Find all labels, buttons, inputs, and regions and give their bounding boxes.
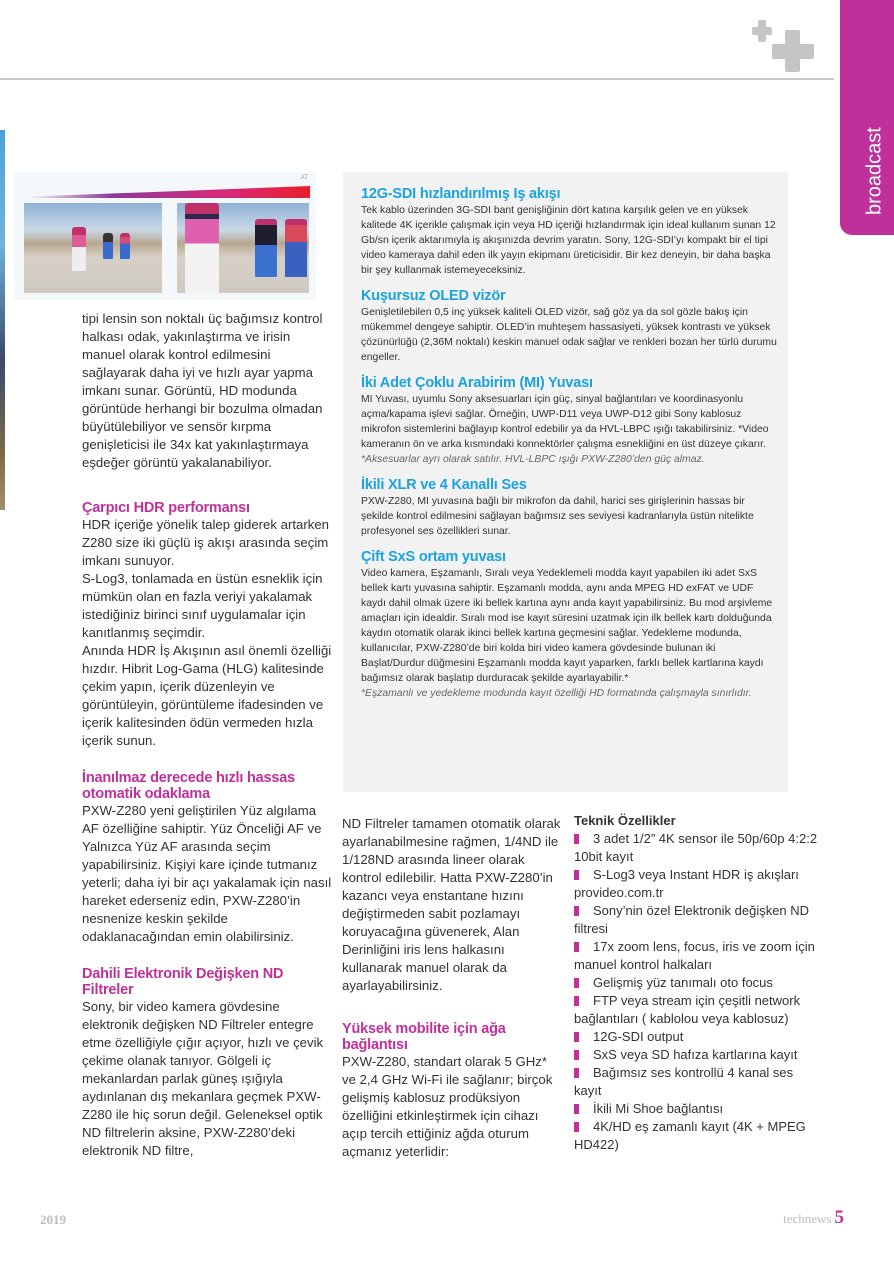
feature-body: Genişletilebilen 0,5 inç yüksek kaliteli OLED vizör, sağ göz ya da sol gözle bakış için mükemmel dengeye sahiptir. OLED’in muhteşem hassasiyeti, yüksek kontrastı ve yüksek çözünürlüğü (2,36M noktalı) keskin manuel odak sağlar ve renkleri bozan her türlü durumu engeller. (361, 307, 777, 363)
paragraph: PXW-Z280, standart olarak 5 GHz* ve 2,4 GHz Wi-Fi ile sağlanır; birçok gelişmiş kablosuz prodüksiyon özelliğini etkinleştirmek için cihazı açıp tercih ettiğiniz ağda oturum açmanız yeterlidir: (342, 1054, 553, 1159)
spec-text: Bağımsız ses kontrollü 4 kanal ses kayıt (574, 1065, 794, 1098)
feature-heading: İki Adet Çoklu Arabirim (MI) Yuvası (361, 375, 593, 391)
spec-item (574, 1046, 824, 1064)
spec-text: SxS veya SD hafıza kartlarına kayıt (593, 1047, 798, 1062)
section-tab-label: broadcast (863, 127, 886, 215)
middle-column (342, 815, 564, 1161)
square-bullet-icon (574, 870, 579, 880)
spec-item (574, 974, 824, 992)
feature-box (343, 172, 788, 792)
spec-text: 3 adet 1/2” 4K sensor ile 50p/60p 4:2:2 10bit kayıt (574, 831, 818, 864)
feature-heading: 12G-SDI hızlandırılmış Iş akışı (361, 186, 561, 202)
feature-note: *Eşzamanlı ve yedekleme modunda kayıt özelliği HD formatında çalışmayla sınırlıdır. (361, 688, 752, 699)
paragraph: HDR içeriğe yönelik talep giderek artarken Z280 size iki güçlü iş akışı arasında seçim imkanı sunuyor. (82, 517, 330, 568)
spec-item (574, 1100, 824, 1118)
spec-text: 4K/HD eş zamanlı kayıt (4K + MPEG HD422) (574, 1119, 806, 1152)
spec-text: 17x zoom lens, focus, iris ve zoom için manuel kontrol halkaları (574, 939, 815, 972)
paragraph: Sony, bir video kamera gövdesine elektronik değişken ND Filtreler entegre etme özelliğiyle çığır açıyor, hızlı ve çevik çekime olanak tanıyor. Gölgeli iç mekanlardan parlak güneş ışığıyla aydınlanan dış mekanlara geçmek PXW-Z280 ile hiç sorun değil. Geleneksel optik ND filtrelerin aksine, PXW-Z280’deki elektronik ND filtre, (82, 999, 324, 1158)
square-bullet-icon (574, 1104, 579, 1114)
feature-heading: Kuşursuz OLED vizör (361, 288, 506, 304)
photo-left (24, 203, 162, 293)
spec-item (574, 938, 824, 974)
spec-text: İkili Mi Shoe bağlantısı (593, 1101, 724, 1116)
square-bullet-icon (574, 906, 579, 916)
specs-title: Teknik Özellikler (574, 813, 676, 828)
gradient-bar (26, 186, 310, 198)
spec-text: Gelişmiş yüz tanımalı oto focus (593, 975, 773, 990)
adjacent-photo-edge (0, 130, 5, 510)
photo-corner-mark: AT (300, 175, 308, 181)
square-bullet-icon (574, 942, 579, 952)
feature-body: Video kamera, Eşzamanlı, Sıralı veya Yedeklemeli modda kayıt yapabilen iki adet SxS bellek kartı yuvasına sahiptir. Eşzamanlı modda, aynı anda MPEG HD exFAT ve UDF kaydı dahil olmak üzere iki bellek kartına aynı anda kayıt yapabilirsiniz. Bu mod arşivleme amaçları için idealdir. Sıralı mod ise kayıt süresini uzatmak için ilk bellek kartı dolduğunda kaydın otomatik olarak ikinci bellek kartına geçmesini sağlar. Yedekleme modunda, kullanıcılar, PXW-Z280’de biri kolda biri video kamera gövdesinde bulunan iki Başlat/Durdur düğmesini Eşzamanlı modda kayıt yaparken, farklı bellek kartlarına kaydı bağımsız olarak başlatıp durduracak şekilde ayarlayabilir.* (361, 568, 773, 684)
photo-strip (14, 172, 316, 300)
plus-icon (752, 20, 816, 72)
square-bullet-icon (574, 978, 579, 988)
square-bullet-icon (574, 1050, 579, 1060)
spec-text: S-Log3 veya Instant HDR iş akışları provideo.com.tr (574, 867, 799, 900)
square-bullet-icon (574, 834, 579, 844)
spec-item (574, 992, 824, 1028)
square-bullet-icon (574, 1122, 579, 1132)
section-heading: Yüksek mobilite için ağa bağlantısı (342, 1021, 506, 1053)
left-column (82, 310, 334, 1160)
spec-item (574, 902, 824, 938)
section-tab (840, 0, 894, 235)
feature-body: Tek kablo üzerinden 3G-SDI bant genişliğinin dört katına karşılık gelen ve en yüksek kalitede 4K içerikle çalışmak için veya HD içeriği hızlandırmak için ideal kullanım sunan 12 Gb/sn içerik aktarımıyla iş akışınızda devrim yaratın. Sony, 12G-SDI’yı kompakt bir el tipi video kameraya dahil eden ilk yayın ekipmanı üreticisidir. Bir kez deneyin, bir daha başka bir şey kullanmak istemeyeceksiniz. (361, 205, 776, 276)
page-number: 5 (834, 1207, 844, 1228)
paragraph: ND Filtreler tamamen otomatik olarak ayarlanabilmesine rağmen, 1/4ND ile 1/128ND arasında lineer olarak kontrol edilebilir. Hatta PXW-Z280’in kazancı veya enstantane hızını değiştirmeden sabit pozlamayı koruyacağına güvenerek, Alan Derinliğini iris lens halkasını kullanarak manuel olarak da ayarlayabilirsiniz. (342, 816, 561, 993)
paragraph: PXW-Z280 yeni geliştirilen Yüz algılama AF özelliğine sahiptir. Yüz Önceliği AF ve Yalnızca Yüz AF arasında seçim yapabilirsiniz. Kişiyi kare içinde tutmanız yeterli; daha iyi bir açı yakalamak için nasıl hareket ederseniz edin, PXW-Z280’in nesnenize keskin şekilde odaklanacağından emin olabilirsiniz. (82, 803, 332, 944)
feature-note: *Aksesuarlar ayrı olarak satılır. HVL-LBPC ışığı PXW-Z280’den güç almaz. (361, 454, 705, 465)
paragraph: S-Log3, tonlamada en üstün esneklik için mümkün olan en fazla veriyi yakalamak istediğiniz birinci sınıf uygulamalar için kanıtlanmış seçimdir. (82, 571, 323, 640)
specs-list (574, 812, 824, 1154)
magazine-name: technews (783, 1211, 832, 1226)
paragraph: Anında HDR İş Akışının asıl önemli özelliği hızdır. Hibrit Log-Gama (HLG) kalitesinde çekim yapın, içerik düzenleyin ve görüntüleyin, görüntüleme ifadesinden ve içerik kalitesinden ödün vermeden hızla içerik sunun. (82, 643, 332, 748)
section-heading: Çarpıcı HDR performansı (82, 500, 250, 516)
spec-item (574, 1028, 824, 1046)
square-bullet-icon (574, 1068, 579, 1078)
spec-item (574, 1118, 824, 1154)
intro-paragraph: tipi lensin son noktalı üç bağımsız kontrol halkası odak, yakınlaştırma ve irisin manuel olarak kontrol edilmesini sağlayarak daha iyi ve hızlı ayar yapma imkanı sunar. Görüntü, HD modunda görüntüde herhangi bir bozulma olmadan büyütülebiliyor ve sensör kırpma genişleticisi ile 34x kat yakınlaştırmaya eşdeğer görüntü yakalanabiliyor. (82, 311, 323, 470)
feature-heading: İkili XLR ve 4 Kanallı Ses (361, 477, 527, 493)
spec-item (574, 866, 824, 902)
section-heading: İnanılmaz derecede hızlı hassas otomatik odaklama (82, 770, 296, 802)
footer-year: 2019 (40, 1212, 66, 1227)
feature-heading: Çift SxS ortam yuvası (361, 549, 506, 565)
feature-body: PXW-Z280, MI yuvasına bağlı bir mikrofon da dahil, harici ses girişlerinin hassas bir şekilde kontrol edilmesini sağlayan bağımsız ses seviyesi kadranlarıyla üstün nitelikte profesyonel ses özellikleri sunar. (361, 496, 754, 537)
spec-text: FTP veya stream için çeşitli network bağlantıları ( kablolou veya kablosuz) (574, 993, 801, 1026)
photo-right (177, 203, 309, 293)
feature-body: MI Yuvası, uyumlu Sony aksesuarları için güç, sinyal bağlantıları ve koordinasyonlu açma/kapama işlevi sağlar. Örneğin, UWP-D11 veya UWP-D12 gibi Sony kablosuz mikrofon sistemlerini bağlayıp kontrol edebilir ya da HVL-LBPC ışığı takabilirsiniz. *Video kameranın ön ve arka kısmındaki konnektörler çalışma esnekliğini en üst düzeye çıkarır. (361, 394, 769, 450)
section-heading: Dahili Elektronik Değişken ND Filtreler (82, 966, 284, 998)
spec-text: Sony’nin özel Elektronik değişken ND filtresi (574, 903, 810, 936)
spec-item (574, 1064, 824, 1100)
footer-folio (783, 1207, 844, 1229)
spec-item (574, 830, 824, 866)
square-bullet-icon (574, 1032, 579, 1042)
spec-text: 12G-SDI output (593, 1029, 684, 1044)
square-bullet-icon (574, 996, 579, 1006)
header-rule (0, 78, 834, 80)
